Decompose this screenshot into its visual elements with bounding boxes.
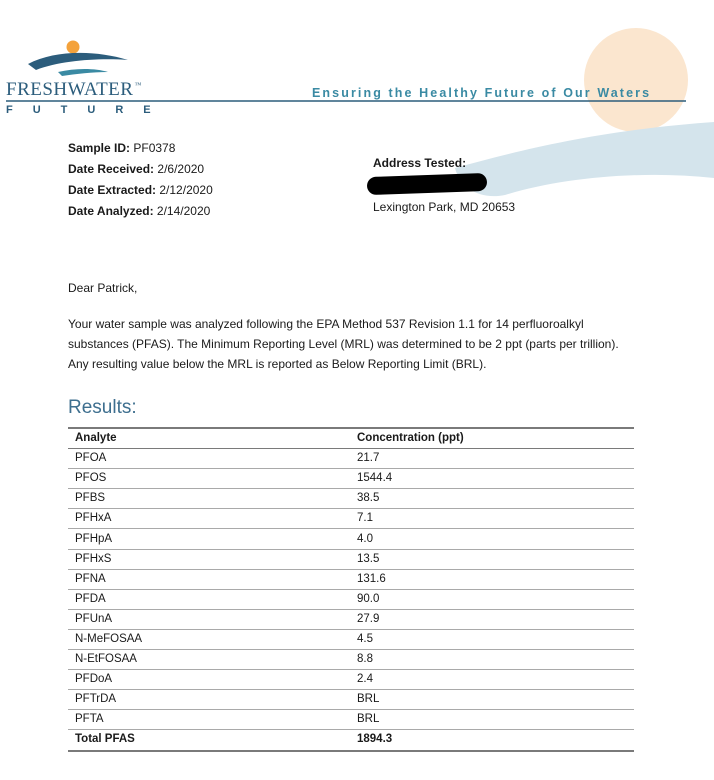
sample-id-label: Sample ID: <box>68 141 131 155</box>
analyte-cell: N-MeFOSAA <box>68 629 357 649</box>
analyte-cell: PFTrDA <box>68 690 357 710</box>
date-extracted-line <box>68 180 213 201</box>
analyte-cell: Total PFAS <box>68 730 357 751</box>
concentration-cell: 90.0 <box>357 589 634 609</box>
brand-name <box>6 79 142 101</box>
trademark-mark: ™ <box>134 81 142 89</box>
table-row <box>68 710 634 730</box>
date-received-label: Date Received: <box>68 162 155 176</box>
table-row <box>68 469 634 489</box>
date-received-line <box>68 159 213 180</box>
analyte-cell: PFOA <box>68 449 357 469</box>
redaction-bar <box>367 173 488 195</box>
table-row <box>68 650 634 670</box>
analyte-cell: PFUnA <box>68 609 357 629</box>
salutation: Dear Patrick, <box>68 281 138 295</box>
results-table <box>68 427 634 752</box>
logo-wave-small-icon <box>58 69 108 76</box>
analyte-cell: PFHpA <box>68 529 357 549</box>
concentration-cell: 1894.3 <box>357 730 634 751</box>
analyte-cell: PFBS <box>68 489 357 509</box>
body-line-2: substances (PFAS). The Minimum Reporting Level (MRL) was determined to be 2 ppt (parts per trillion). <box>68 337 619 351</box>
analyte-cell: PFOS <box>68 469 357 489</box>
table-row <box>68 670 634 690</box>
concentration-cell: 38.5 <box>357 489 634 509</box>
concentration-cell: BRL <box>357 690 634 710</box>
concentration-cell: BRL <box>357 710 634 730</box>
sample-info <box>68 138 213 222</box>
concentration-cell: 131.6 <box>357 569 634 589</box>
table-row <box>68 569 634 589</box>
body-line-3: Any resulting value below the MRL is reported as Below Reporting Limit (BRL). <box>68 357 487 371</box>
table-row <box>68 449 634 469</box>
header-concentration: Concentration (ppt) <box>357 428 634 449</box>
date-analyzed-line <box>68 201 213 222</box>
address-label: Address Tested: <box>373 156 467 170</box>
analyte-cell: PFHxS <box>68 549 357 569</box>
analyte-cell: PFTA <box>68 710 357 730</box>
analyte-cell: PFDA <box>68 589 357 609</box>
table-row <box>68 509 634 529</box>
address-block <box>373 153 515 217</box>
concentration-cell: 1544.4 <box>357 469 634 489</box>
table-header-row <box>68 428 634 449</box>
brand-name-text: FRESHWATER <box>6 79 134 100</box>
brand-sub: FUTURE <box>6 104 171 116</box>
address-city-line: Lexington Park, MD 20653 <box>373 200 516 214</box>
analyte-cell: PFHxA <box>68 509 357 529</box>
analyte-cell: PFDoA <box>68 670 357 690</box>
body-line-1: Your water sample was analyzed following the EPA Method 537 Revision 1.1 for 14 perfluoroalkyl <box>68 317 584 331</box>
brand-tagline: Ensuring the Healthy Future of Our Waters <box>312 86 652 100</box>
concentration-cell: 27.9 <box>357 609 634 629</box>
table-row <box>68 589 634 609</box>
date-analyzed-value: 2/14/2020 <box>156 204 211 218</box>
table-row <box>68 609 634 629</box>
date-received-value: 2/6/2020 <box>157 162 205 176</box>
concentration-cell: 4.0 <box>357 529 634 549</box>
logo-sun-icon <box>67 41 80 54</box>
date-extracted-label: Date Extracted: <box>68 183 157 197</box>
analyte-cell: N-EtFOSAA <box>68 650 357 670</box>
table-row <box>68 489 634 509</box>
concentration-cell: 4.5 <box>357 629 634 649</box>
letter-body <box>68 278 648 374</box>
concentration-cell: 13.5 <box>357 549 634 569</box>
sample-id-line <box>68 138 213 159</box>
concentration-cell: 2.4 <box>357 670 634 690</box>
sun-backdrop <box>584 28 688 132</box>
table-row <box>68 690 634 710</box>
logo-wave-icon <box>28 53 128 70</box>
concentration-cell: 21.7 <box>357 449 634 469</box>
results-body <box>68 449 634 751</box>
total-row <box>68 730 634 751</box>
concentration-cell: 8.8 <box>357 650 634 670</box>
concentration-cell: 7.1 <box>357 509 634 529</box>
table-row <box>68 629 634 649</box>
date-analyzed-label: Date Analyzed: <box>68 204 154 218</box>
table-row <box>68 549 634 569</box>
results-title: Results: <box>68 397 137 418</box>
header-analyte: Analyte <box>68 428 357 449</box>
table-row <box>68 529 634 549</box>
date-extracted-value: 2/12/2020 <box>159 183 213 197</box>
analyte-cell: PFNA <box>68 569 357 589</box>
sample-id-value: PF0378 <box>133 141 176 155</box>
